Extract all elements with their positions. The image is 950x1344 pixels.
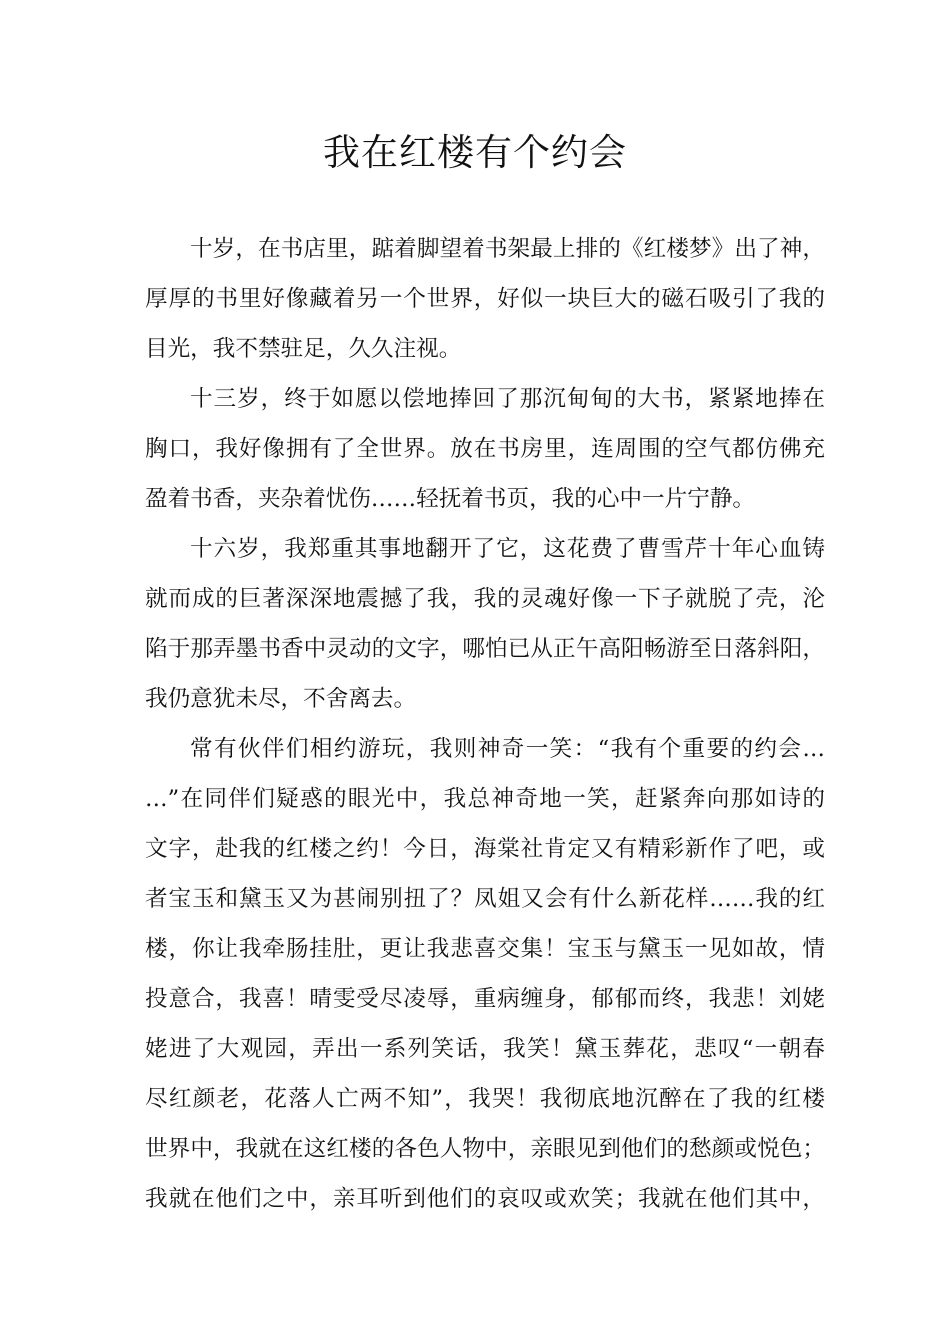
text-line: 姥进了大观园，弄出一系列笑话，我笑！黛玉葬花，悲叹“一朝春 [145, 1036, 825, 1062]
text-line: 十三岁，终于如愿以偿地捧回了那沉甸甸的大书，紧紧地捧在 [190, 386, 825, 412]
text-line: 世界中，我就在这红楼的各色人物中，亲眼见到他们的愁颜或悦色； [145, 1136, 825, 1162]
text-line: 我仍意犹未尽，不舍离去。 [145, 686, 417, 712]
text-line: 十六岁，我郑重其事地翻开了它，这花费了曹雪芹十年心血铸 [190, 536, 825, 562]
text-line: 就而成的巨著深深地震撼了我，我的灵魂好像一下子就脱了壳，沦 [145, 586, 825, 612]
text-line: 我就在他们之中，亲耳听到他们的哀叹或欢笑；我就在他们其中， [145, 1186, 825, 1212]
text-line: 楼，你让我牵肠挂肚，更让我悲喜交集！宝玉与黛玉一见如故，情 [145, 936, 825, 962]
text-line: 文字，赴我的红楼之约！今日，海棠社肯定又有精彩新作了吧，或 [145, 836, 825, 862]
text-line: 陷于那弄墨书香中灵动的文字，哪怕已从正午高阳畅游至日落斜阳， [145, 636, 825, 662]
text-line: 十岁，在书店里，踮着脚望着书架最上排的《红楼梦》出了神， [190, 236, 825, 262]
text-line: 投意合，我喜！晴雯受尽凌辱，重病缠身，郁郁而终，我悲！刘姥 [145, 986, 825, 1012]
text-line: 常有伙伴们相约游玩，我则神奇一笑：“我有个重要的约会… [190, 736, 825, 762]
text-line: 厚厚的书里好像藏着另一个世界，好似一块巨大的磁石吸引了我的 [145, 286, 825, 312]
text-line: 胸口，我好像拥有了全世界。放在书房里，连周围的空气都仿佛充 [145, 436, 825, 462]
text-line: 目光，我不禁驻足，久久注视。 [145, 336, 462, 362]
text-line: 尽红颜老，花落人亡两不知”，我哭！我彻底地沉醉在了我的红楼 [145, 1086, 825, 1112]
text-line: …”在同伴们疑惑的眼光中，我总神奇地一笑，赶紧奔向那如诗的 [145, 786, 825, 812]
document-title: 我在红楼有个约会 [323, 131, 627, 174]
text-line: 者宝玉和黛玉又为甚闹别扭了？凤姐又会有什么新花样……我的红 [145, 886, 825, 912]
text-line: 盈着书香，夹杂着忧伤……轻抚着书页，我的心中一片宁静。 [145, 486, 756, 512]
